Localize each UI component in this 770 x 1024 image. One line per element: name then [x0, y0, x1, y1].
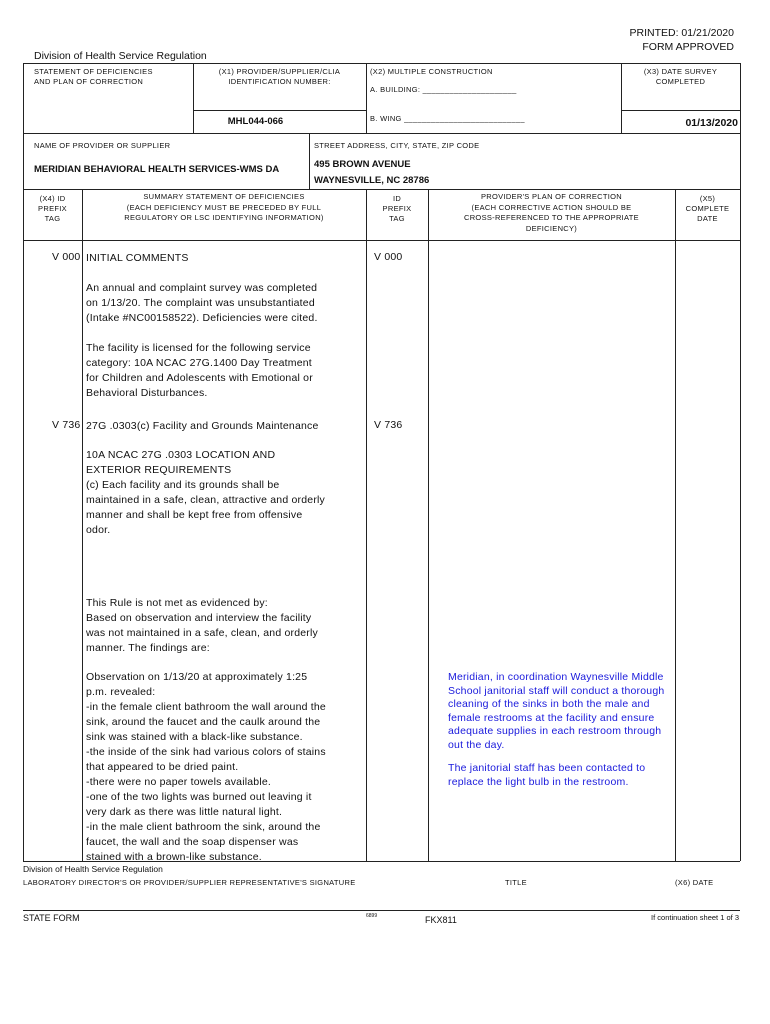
address-line1: 495 BROWN AVENUE: [314, 159, 411, 170]
x2-building: A. BUILDING: _____________________: [370, 85, 517, 94]
tag-v000: V 000: [52, 251, 81, 263]
footer-division: Division of Health Service Regulation: [23, 864, 163, 874]
id-tag-v000: V 000: [374, 251, 403, 263]
x2-label: (X2) MULTIPLE CONSTRUCTION: [370, 67, 493, 76]
x3-label: (X3) DATE SURVEY COMPLETED: [643, 67, 718, 86]
title-label: TITLE: [505, 878, 527, 887]
entry-paragraph: 10A NCAC 27G .0303 LOCATION AND EXTERIOR REQUIREMENTS (c) Each facility and its grounds shall be maintained in a safe, clean, attractive and orderly manner and shall be kept free from offensive odor.: [86, 449, 325, 536]
printed-date: PRINTED: 01/21/2020: [629, 27, 734, 39]
form-code: 6899: [366, 913, 378, 919]
id-header: ID PREFIX TAG: [382, 194, 412, 223]
x3-value: 01/13/2020: [685, 117, 738, 129]
x4-header: (X4) ID PREFIX TAG: [38, 194, 67, 223]
x1-value: MHL044-066: [227, 116, 284, 127]
plan-paragraph: Meridian, in coordination Waynesville Middle School janitorial staff will conduct a thorough cleaning of the sinks in both the male and female restrooms at the facility and ensure adequate supplies in each restroom through out the day.: [448, 671, 665, 751]
state-form-label: STATE FORM: [23, 913, 80, 923]
x6-date-label: (X6) DATE: [675, 878, 714, 887]
form-id: FKX811: [425, 915, 457, 925]
x5-header: (X5) COMPLETE DATE: [685, 194, 730, 223]
entry-title-facility-maintenance: 27G .0303(c) Facility and Grounds Maintenance: [86, 420, 319, 432]
entry-paragraph: An annual and complaint survey was completed on 1/13/20. The complaint was unsubstantiated (Intake #NC00158522). Deficiencies were cited.: [86, 282, 318, 324]
provider-name-label: NAME OF PROVIDER OR SUPPLIER: [34, 141, 171, 150]
entry-paragraph: Observation on 1/13/20 at approximately 1:25 p.m. revealed: -in the female client bathroom the wall around the sink, around the faucet and the caulk around the sink was stained with a black-like substance. -the inside of the sink had various colors of stains that appeared to be dried paint. -there were no paper towels available. -one of the two lights was burned out leaving it very dark as there was little natural light. -in the male client bathroom the sink, around the faucet, the wall and the soap dispenser was stained with a brown-like substance.: [86, 671, 326, 863]
plan-paragraph: The janitorial staff has been contacted to replace the light bulb in the restroom.: [448, 762, 646, 788]
provider-name-value: MERIDIAN BEHAVIORAL HEALTH SERVICES-WMS DA: [34, 164, 280, 175]
entry-paragraph: The facility is licensed for the following service category: 10A NCAC 27G.1400 Day Treatment for Children and Adolescents with Emotional or Behavioral Disturbances.: [86, 342, 313, 399]
plan-header: PROVIDER'S PLAN OF CORRECTION (EACH CORRECTIVE ACTION SHOULD BE CROSS-REFERENCED TO THE APPROPRIATE DEFICIENCY): [464, 192, 639, 233]
statement-label: STATEMENT OF DEFICIENCIES AND PLAN OF CORRECTION: [34, 67, 153, 86]
signature-label: LABORATORY DIRECTOR'S OR PROVIDER/SUPPLIER REPRESENTATIVE'S SIGNATURE: [23, 878, 356, 887]
entry-title-initial-comments: INITIAL COMMENTS: [86, 252, 189, 264]
entry-paragraph: This Rule is not met as evidenced by: Based on observation and interview the facility was not maintained in a safe, clean, and orderly manner. The findings are:: [86, 597, 318, 654]
tag-v736: V 736: [52, 419, 81, 431]
division-title: Division of Health Service Regulation: [34, 50, 207, 62]
address-line2: WAYNESVILLE, NC 28786: [314, 175, 430, 186]
address-label: STREET ADDRESS, CITY, STATE, ZIP CODE: [314, 141, 480, 150]
form-approved: FORM APPROVED: [642, 41, 734, 53]
continuation-sheet: If continuation sheet 1 of 3: [651, 913, 739, 922]
id-tag-v736: V 736: [374, 419, 403, 431]
summary-header: SUMMARY STATEMENT OF DEFICIENCIES (EACH DEFICIENCY MUST BE PRECEDED BY FULL REGULATORY OR LSC IDENTIFYING INFORMATION): [124, 192, 324, 222]
x1-label: (X1) PROVIDER/SUPPLIER/CLIA IDENTIFICATION NUMBER:: [218, 67, 341, 86]
x2-wing: B. WING ___________________________: [370, 114, 525, 123]
